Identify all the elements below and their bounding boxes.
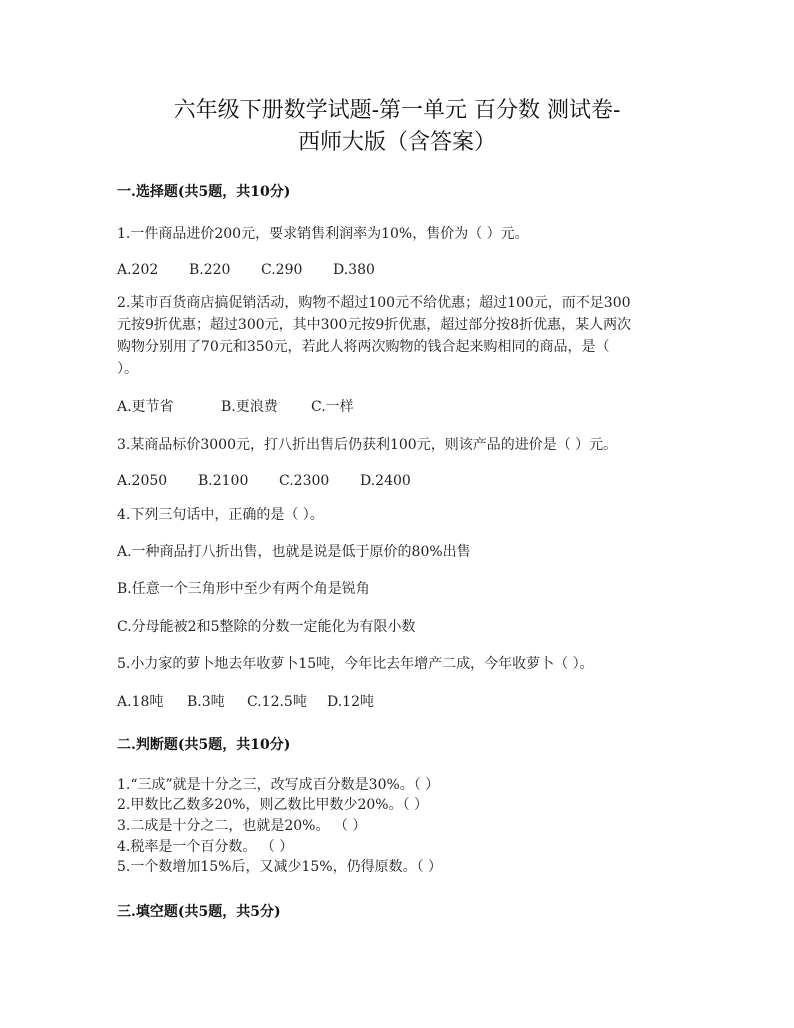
question-1-options [117,259,375,281]
judge-item-2: 2.甲数比乙数多20%，则乙数比甲数少20%。（ ） [117,797,429,813]
option-b: B.3吨 [187,694,225,710]
option-d: D.12吨 [327,694,374,710]
question-1-text: 1.一件商品进价200元，要求销售利润率为10%，售价为（ ）元。 [117,226,529,242]
option-a: A.2050 [117,473,168,489]
question-2-text-line-3: 购物分别用了70元和350元，若此人将两次购物的钱合起来购相同的商品，是（ [117,339,610,355]
option-d: D.2400 [360,473,411,489]
section-heading-choice: 一.选择题(共5题，共10分) [117,184,291,200]
option-b: B.2100 [198,473,249,489]
question-2-text-line-1: 2.某市百货商店搞促销活动，购物不超过100元不给优惠；超过100元，而不足300 [117,295,631,311]
question-4-option-c: C.分母能被2和5整除的分数一定能化为有限小数 [117,619,416,635]
question-4-text: 4.下列三句话中，正确的是（ ）。 [117,507,324,523]
option-c: C.12.5吨 [247,694,307,710]
question-5-text: 5.小力家的萝卜地去年收萝卜15吨，今年比去年增产二成，今年收萝卜（ ）。 [117,656,594,672]
option-c: C.一样 [311,399,354,415]
question-2-options [117,396,354,418]
judge-item-5: 5.一个数增加15%后，又减少15%，仍得原数。（ ） [117,859,443,875]
option-a: A.18吨 [117,694,164,710]
section-heading-fill-in: 三.填空题(共5题，共5分) [117,904,281,920]
question-3-options [117,470,411,492]
question-2-text-line-4: ）。 [117,361,138,377]
option-c: C.2300 [279,473,330,489]
document-title-line-2: 西师大版（含答案） [297,130,496,155]
option-b: B.更浪费 [221,399,278,415]
judge-item-3: 3.二成是十分之二，也就是20%。 （ ） [117,818,367,834]
option-a: A.202 [117,262,159,278]
question-3-text: 3.某商品标价3000元，打八折出售后仍获利100元，则该产品的进价是（ ）元。 [117,437,618,453]
question-2-text-line-2: 元按9折优惠；超过300元，其中300元按9折优惠，超过部分按8折优惠，某人两次 [117,317,632,333]
document-title-line-1: 六年级下册数学试题-第一单元 百分数 测试卷- [173,98,621,123]
question-4-option-a: A.一种商品打八折出售，也就是说是低于原价的80%出售 [117,544,471,560]
option-b: B.220 [189,262,231,278]
question-4-option-b: B.任意一个三角形中至少有两个角是锐角 [117,581,370,597]
section-heading-true-false: 二.判断题(共5题，共10分) [117,737,291,753]
question-5-options [117,691,374,713]
judge-item-1: 1.“三成”就是十分之三，改写成百分数是30%。（ ） [117,777,440,793]
option-a: A.更节省 [117,399,174,415]
option-c: C.290 [261,262,303,278]
judge-item-4: 4.税率是一个百分数。 （ ） [117,839,294,855]
option-d: D.380 [333,262,375,278]
